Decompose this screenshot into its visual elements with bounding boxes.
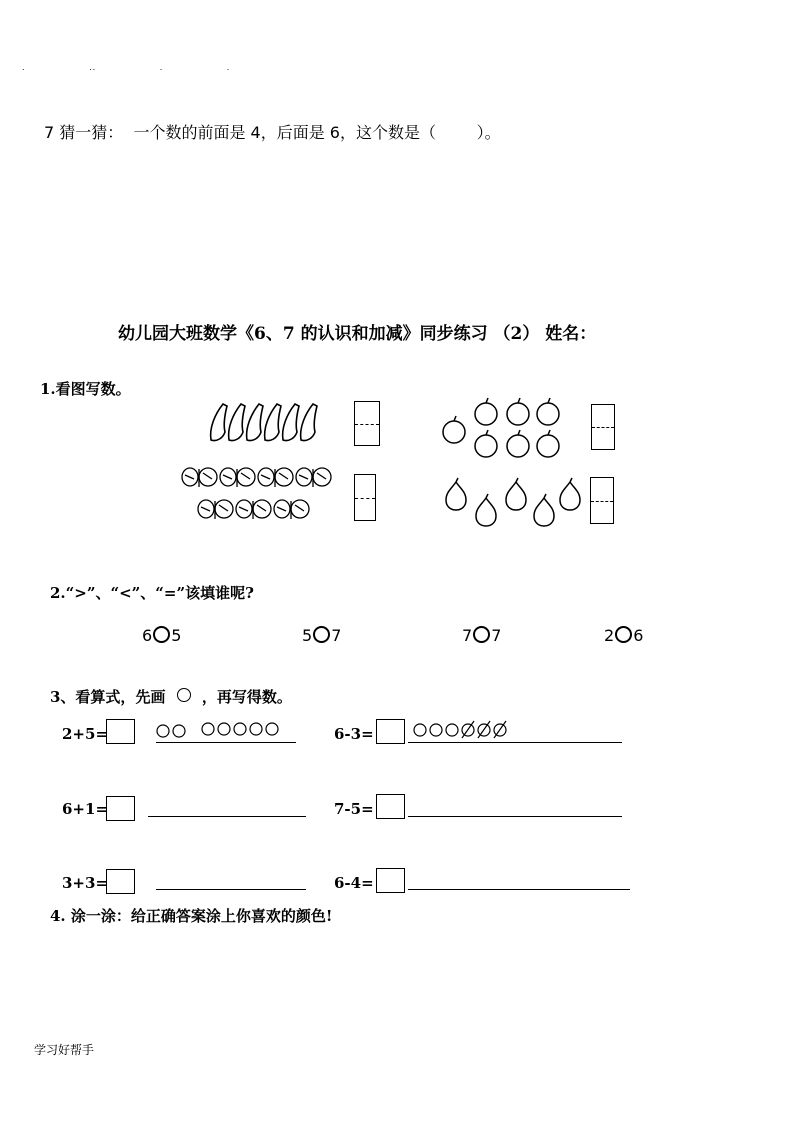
- compare-right: 7: [331, 626, 342, 645]
- compare-circle[interactable]: [615, 626, 632, 643]
- compare-circle[interactable]: [153, 626, 170, 643]
- section-3-before: 3、看算式，先画: [50, 688, 166, 706]
- compare-right: 7: [491, 626, 502, 645]
- equation-6: 6-4=: [334, 874, 374, 892]
- equation-3: 6+1=: [62, 800, 109, 818]
- equation-2: 6-3=: [334, 725, 374, 743]
- apples-illustration: [440, 400, 570, 460]
- equation-6-answer-line: [408, 889, 630, 890]
- equation-5-answer-box[interactable]: [106, 869, 135, 894]
- equation-4: 7-5=: [334, 800, 374, 818]
- question-7: 7 猜一猜： 一个数的前面是 4，后面是 6，这个数是（ ）。: [44, 123, 501, 142]
- bananas-answer-box[interactable]: [354, 401, 380, 446]
- equation-2-answer-box[interactable]: [376, 719, 405, 744]
- equation-3-answer-line: [148, 816, 306, 817]
- compare-left: 6: [142, 626, 153, 645]
- section-2-heading: 2.“>”、“<”、“=”该填谁呢?: [50, 584, 254, 602]
- equation-3-answer-box[interactable]: [106, 796, 135, 821]
- section-4-heading: 4. 涂一涂：给正确答案涂上你喜欢的颜色!: [50, 907, 333, 925]
- equation-4-answer-box[interactable]: [376, 794, 405, 819]
- equation-1-answer-box[interactable]: [106, 719, 135, 744]
- equation-1-circles: [156, 722, 286, 738]
- equation-2-circles: [412, 720, 522, 740]
- bananas-illustration: [205, 402, 330, 444]
- equation-5: 3+3=: [62, 874, 109, 892]
- equation-4-answer-line: [408, 816, 622, 817]
- butterflies-answer-box[interactable]: [354, 474, 376, 521]
- compare-item-1: [142, 626, 181, 645]
- section-1-heading: 1.看图写数。: [40, 380, 131, 398]
- compare-left: 2: [604, 626, 615, 645]
- small-circle-icon: [177, 688, 191, 702]
- compare-circle[interactable]: [313, 626, 330, 643]
- section-3-heading: [50, 686, 292, 707]
- compare-item-2: [302, 626, 341, 645]
- compare-right: 5: [171, 626, 182, 645]
- page-title: 幼儿园大班数学《6、7 的认识和加减》同步练习 （2） 姓名：: [118, 324, 597, 344]
- compare-left: 5: [302, 626, 313, 645]
- compare-item-4: [604, 626, 643, 645]
- butterflies-illustration: [178, 465, 338, 527]
- section-3-after: ，再写得数。: [201, 688, 292, 706]
- compare-circle[interactable]: [473, 626, 490, 643]
- equation-1: 2+5=: [62, 725, 109, 743]
- apples-answer-box[interactable]: [591, 404, 615, 450]
- equation-6-answer-box[interactable]: [376, 868, 405, 893]
- equation-1-answer-line: [156, 742, 296, 743]
- pears-illustration: [440, 478, 585, 530]
- equation-5-answer-line: [156, 889, 306, 890]
- compare-item-3: [462, 626, 501, 645]
- compare-right: 6: [633, 626, 644, 645]
- header-dots: . .. . .: [22, 63, 231, 72]
- compare-left: 7: [462, 626, 473, 645]
- footer-text: 学习好帮手: [34, 1043, 95, 1057]
- pears-answer-box[interactable]: [590, 477, 614, 524]
- equation-2-answer-line: [408, 742, 622, 743]
